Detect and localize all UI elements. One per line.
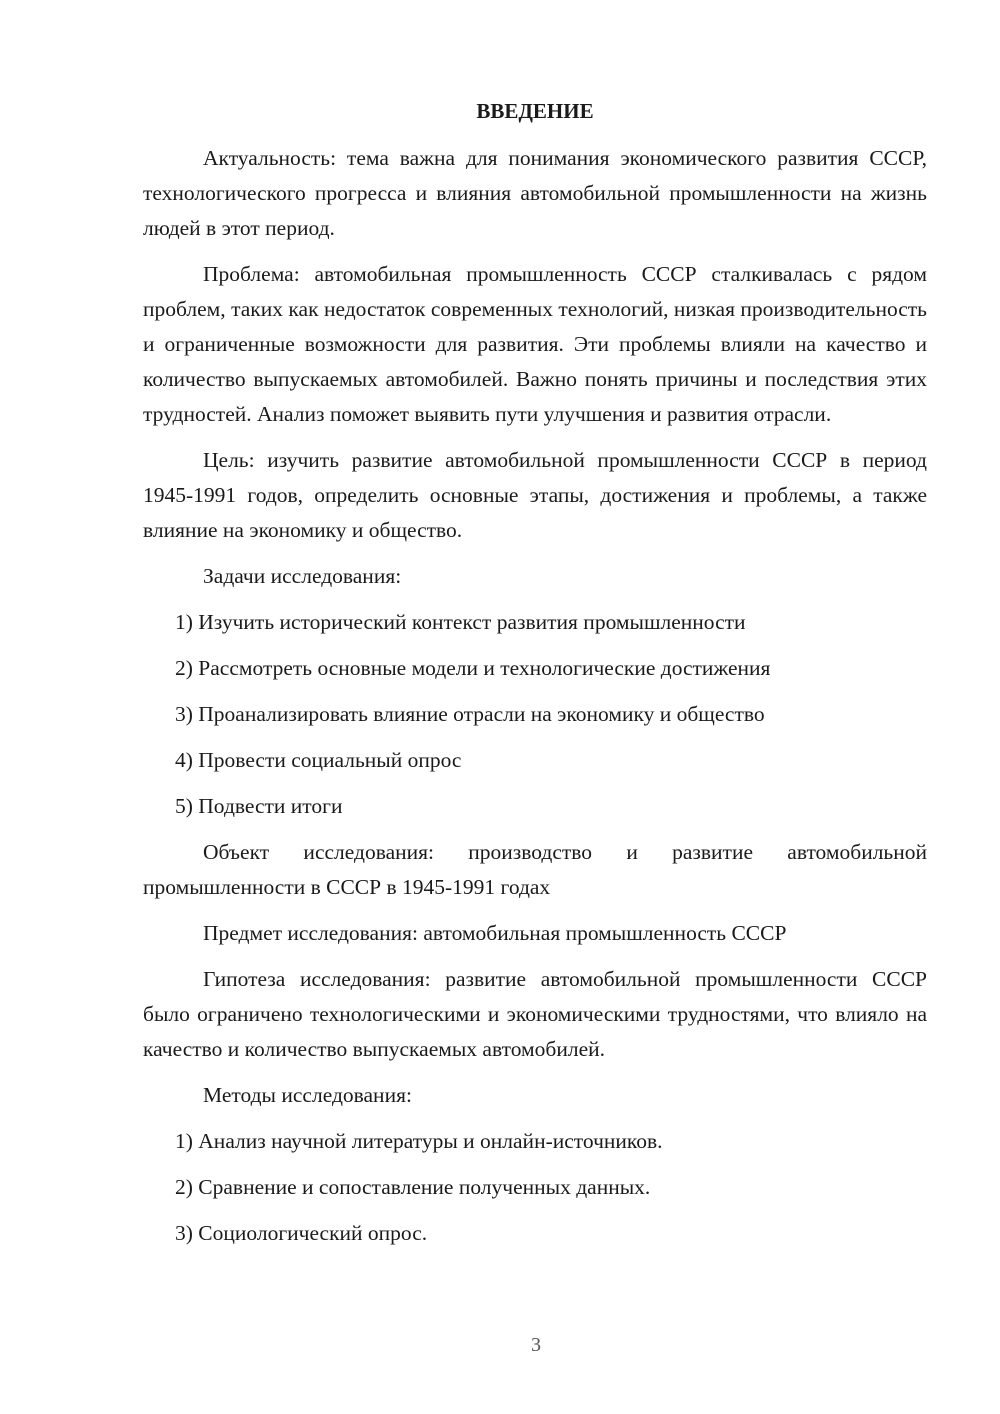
relevance-paragraph: Актуальность: тема важна для понимания экономического развития СССР, технологического прогресса и влияния автомобильной промышленности на жизнь людей в этот период. xyxy=(143,146,927,240)
object-paragraph: Объект исследования: производство и развитие автомобильной промышленности в СССР в 1945-1991 годах xyxy=(143,840,927,899)
list-item: 2) Рассмотреть основные модели и технологические достижения xyxy=(175,656,771,680)
page-title: ВВЕДЕНИЕ xyxy=(476,99,594,123)
list-item: 2) Сравнение и сопоставление полученных данных. xyxy=(175,1175,651,1199)
list-item: 3) Социологический опрос. xyxy=(175,1221,428,1245)
list-item: 1) Анализ научной литературы и онлайн-источников. xyxy=(175,1129,663,1153)
page-number: 3 xyxy=(531,1334,541,1356)
tasks-list xyxy=(143,605,927,824)
methods-heading: Методы исследования: xyxy=(203,1083,412,1107)
methods-list xyxy=(143,1124,927,1251)
list-item: 5) Подвести итоги xyxy=(175,794,343,818)
list-item: 1) Изучить исторический контекст развития промышленности xyxy=(175,610,746,634)
tasks-heading: Задачи исследования: xyxy=(203,564,402,588)
subject-paragraph: Предмет исследования: автомобильная промышленность СССР xyxy=(203,921,787,945)
list-item: 4) Провести социальный опрос xyxy=(175,748,462,772)
page-content xyxy=(143,94,927,1262)
hypothesis-paragraph: Гипотеза исследования: развитие автомобильной промышленности СССР было ограничено технологическими и экономическими трудностями, что влияло на качество и количество выпускаемых автомобилей. xyxy=(143,967,927,1061)
goal-paragraph: Цель: изучить развитие автомобильной промышленности СССР в период 1945-1991 годов, определить основные этапы, достижения и проблемы, а также влияние на экономику и общество. xyxy=(143,448,927,542)
list-item: 3) Проанализировать влияние отрасли на экономику и общество xyxy=(175,702,765,726)
problem-paragraph: Проблема: автомобильная промышленность СССР сталкивалась с рядом проблем, таких как недостаток современных технологий, низкая производительность и ограниченные возможности для развития. Эти проблемы влияли на качество и количество выпускаемых автомобилей. Важно понять причины и последствия этих трудностей. Анализ поможет выявить пути улучшения и развития отрасли. xyxy=(143,262,927,426)
